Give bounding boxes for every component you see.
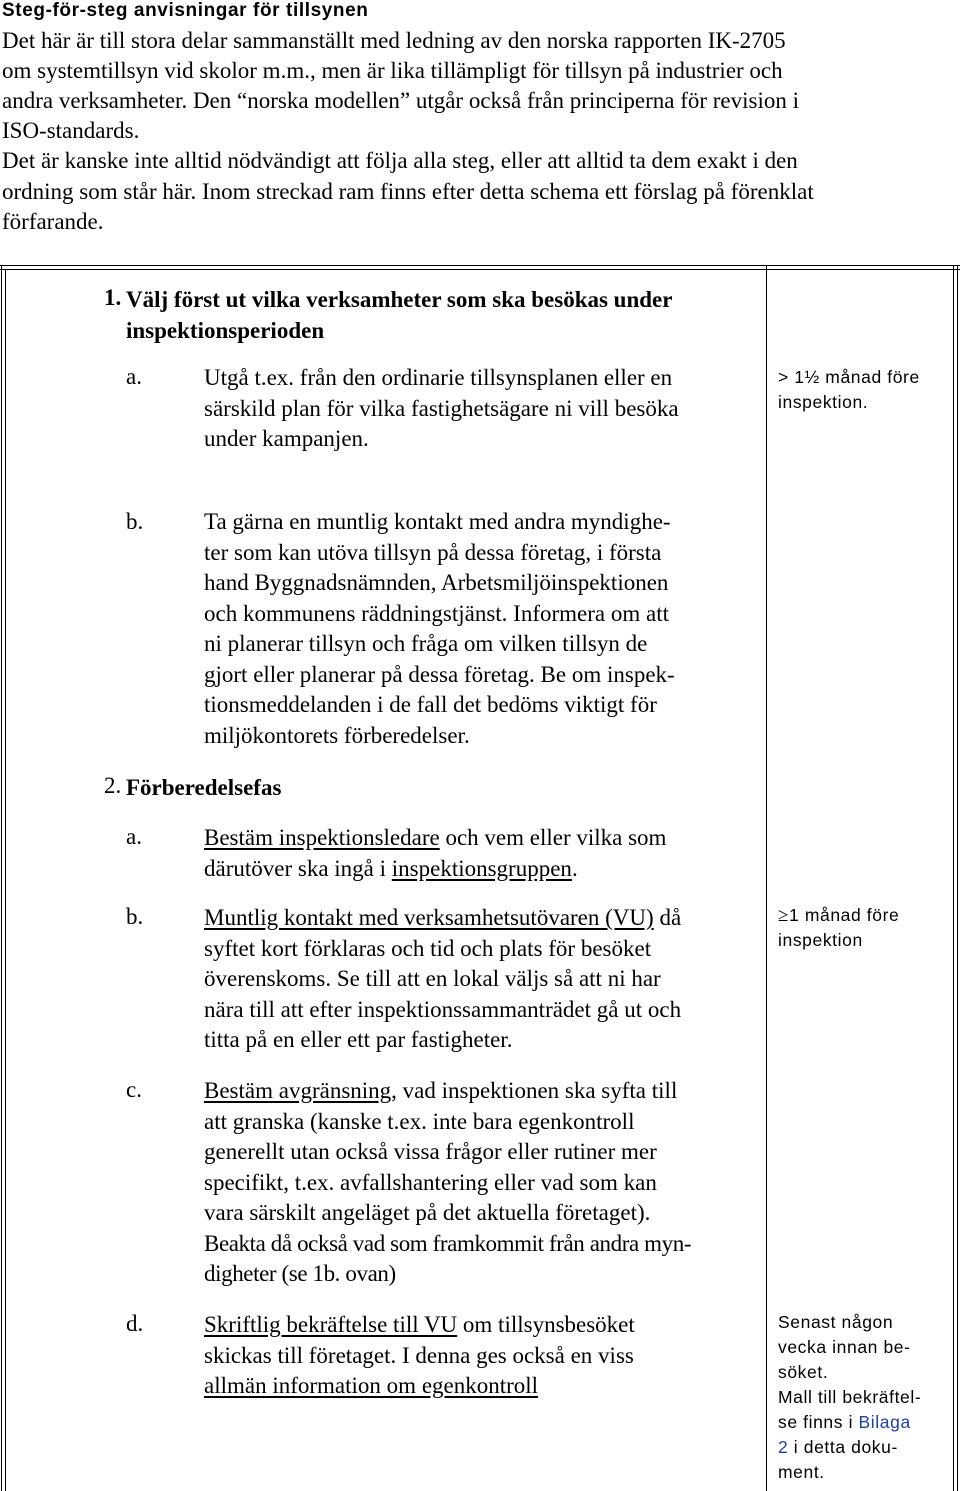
timing-note-line: inspektion. [778, 392, 869, 412]
link-scope[interactable]: Bestäm avgränsning [204, 1078, 392, 1103]
item-text-line: Ta gärna en muntlig kontakt med andra myndighe- [204, 509, 671, 534]
item-letter: b. [126, 509, 144, 534]
item-text-line: tionsmeddelanden i de fall det bedöms viktigt för [204, 692, 657, 717]
link-inspection-group[interactable]: inspektionsgruppen [391, 855, 572, 881]
item-letter: d. [126, 1311, 144, 1336]
timing-note [778, 1310, 921, 1485]
section-number: 1. [104, 285, 122, 310]
table-border-left [5, 269, 6, 1491]
item-text [204, 507, 675, 751]
item-text-line: hand Byggnadsnämnden, Arbetsmiljöinspektionen [204, 570, 669, 595]
item-letter: c. [126, 1077, 142, 1102]
timing-note-line [778, 903, 899, 928]
item-text [204, 363, 679, 455]
greater-equal-symbol: ≥ [778, 905, 790, 926]
section-number: 2. [104, 773, 122, 798]
item-text [204, 1310, 635, 1402]
timing-note-line [778, 1435, 921, 1460]
item-text [204, 1076, 691, 1290]
item-text-line [204, 1371, 635, 1402]
link-written-confirmation[interactable]: Skriftlig bekräftelse till VU [204, 1312, 458, 1337]
item-text-line: miljökontorets förberedelser. [204, 722, 470, 748]
link-verbal-contact[interactable]: Muntlig kontakt med verksamhetsutövaren (VU) [204, 905, 654, 930]
timing-note-line: vecka innan be- [778, 1337, 911, 1357]
text-span: då [653, 905, 682, 930]
table-border-right [953, 265, 954, 1491]
item-text-line: nära till att efter inspektionssammanträdet gå ut och [204, 996, 682, 1022]
item-text-line [204, 903, 681, 934]
table-column-divider [766, 265, 767, 1491]
page-title: Steg-för-steg anvisningar för tillsynen [2, 0, 369, 21]
link-general-information[interactable]: allmän information om egenkontroll [204, 1373, 539, 1398]
text-span: och vem eller vilka som [439, 825, 667, 850]
timing-note-line: Mall till bekräftel- [778, 1387, 922, 1407]
item-text-line: att granska (kanske t.ex. inte bara egenkontroll [204, 1108, 635, 1134]
intro-line: förfarande. [2, 209, 104, 234]
text-span: 1 månad före [789, 905, 900, 925]
intro-line: andra verksamheter. Den “norska modellen” utgår också från principerna för revision i [2, 88, 800, 113]
section-heading-line: Välj först ut vilka verksamheter som ska besökas under [126, 287, 673, 312]
item-text-line: överenskoms. Se till att en lokal väljs så att ni har [204, 966, 661, 991]
item-text-line: gjort eller planerar på dessa företag. Be om inspek- [204, 661, 675, 687]
timing-note-line: inspektion [778, 930, 863, 950]
table-border-right [957, 265, 958, 1491]
table-border-left [1, 265, 2, 1491]
link-inspection-leader[interactable]: Bestäm inspektionsledare [204, 825, 440, 850]
item-text [204, 823, 666, 884]
item-text-line: generellt utan också vissa frågor eller rutiner mer [204, 1139, 657, 1164]
item-letter: b. [126, 904, 144, 929]
text-span: därutöver ska ingå i [204, 855, 392, 881]
link-bilaga-2[interactable]: Bilaga [858, 1412, 911, 1432]
item-text-line: specifikt, t.ex. avfallshantering eller vad som kan [204, 1169, 657, 1195]
item-text-line: särskild plan för vilka fastighetsägare ni vill besöka [204, 395, 679, 421]
timing-note [778, 903, 899, 953]
table-border-top [0, 265, 960, 266]
text-span: om tillsynsbesöket [457, 1312, 635, 1337]
timing-note-line: > 1½ månad före [778, 367, 920, 387]
intro-line: Det här är till stora delar sammanställt med ledning av den norska rapporten IK-2705 [2, 28, 786, 53]
item-text-line: ni planerar tillsyn och fråga om vilken tillsyn de [204, 631, 648, 656]
section-heading-line: inspektionsperioden [126, 318, 325, 343]
item-letter: a. [126, 824, 142, 849]
timing-note-line: Senast någon [778, 1312, 894, 1332]
timing-note-line: ment. [778, 1462, 825, 1482]
item-text [204, 903, 681, 1056]
item-text-line: Beakta då också vad som framkommit från andra myn- [204, 1230, 692, 1256]
item-text-line: skickas till företaget. I denna ges också en viss [204, 1342, 634, 1368]
text-span: , vad inspektionen ska syfta till [391, 1078, 678, 1103]
item-text-line [204, 823, 666, 854]
text-span: . [571, 855, 578, 881]
text-span: i detta doku- [788, 1437, 898, 1457]
table-border-top [0, 269, 960, 270]
item-letter: a. [126, 364, 142, 389]
item-text-line: digheter (se 1b. ovan) [204, 1261, 396, 1286]
item-text-line: under kampanjen. [204, 426, 369, 451]
intro-line: ordning som står här. Inom streckad ram finns efter detta schema ett förslag på förenklat [2, 179, 814, 204]
item-text-line: Utgå t.ex. från den ordinarie tillsynsplanen eller en [204, 365, 673, 390]
section-heading [126, 284, 672, 346]
item-text-line [204, 1310, 635, 1341]
timing-note-line: söket. [778, 1362, 829, 1382]
timing-note [778, 365, 920, 415]
section-heading: Förberedelsefas [126, 775, 282, 800]
item-text-line: titta på en eller ett par fastigheter. [204, 1027, 513, 1052]
text-span: se finns i [778, 1412, 859, 1432]
intro-line: Det är kanske inte alltid nödvändigt att följa alla steg, eller att alltid ta dem exakt i den [2, 148, 798, 173]
item-text-line: ter som kan utöva tillsyn på dessa företag, i första [204, 539, 662, 565]
intro-line: ISO-standards. [2, 118, 140, 143]
item-text-line [204, 1076, 691, 1107]
item-text-line: syftet kort förklaras och tid och plats för besöket [204, 935, 652, 961]
item-text-line [204, 854, 666, 885]
item-text-line: och kommunens räddningstjänst. Informera om att [204, 600, 670, 626]
timing-note-line [778, 1410, 921, 1435]
link-bilaga-2-number[interactable]: 2 [778, 1437, 789, 1457]
intro-line: om systemtillsyn vid skolor m.m., men är lika tillämpligt för tillsyn på industrier och [2, 58, 783, 83]
item-text-line: vara särskilt angeläget på det aktuella företaget). [204, 1200, 651, 1225]
